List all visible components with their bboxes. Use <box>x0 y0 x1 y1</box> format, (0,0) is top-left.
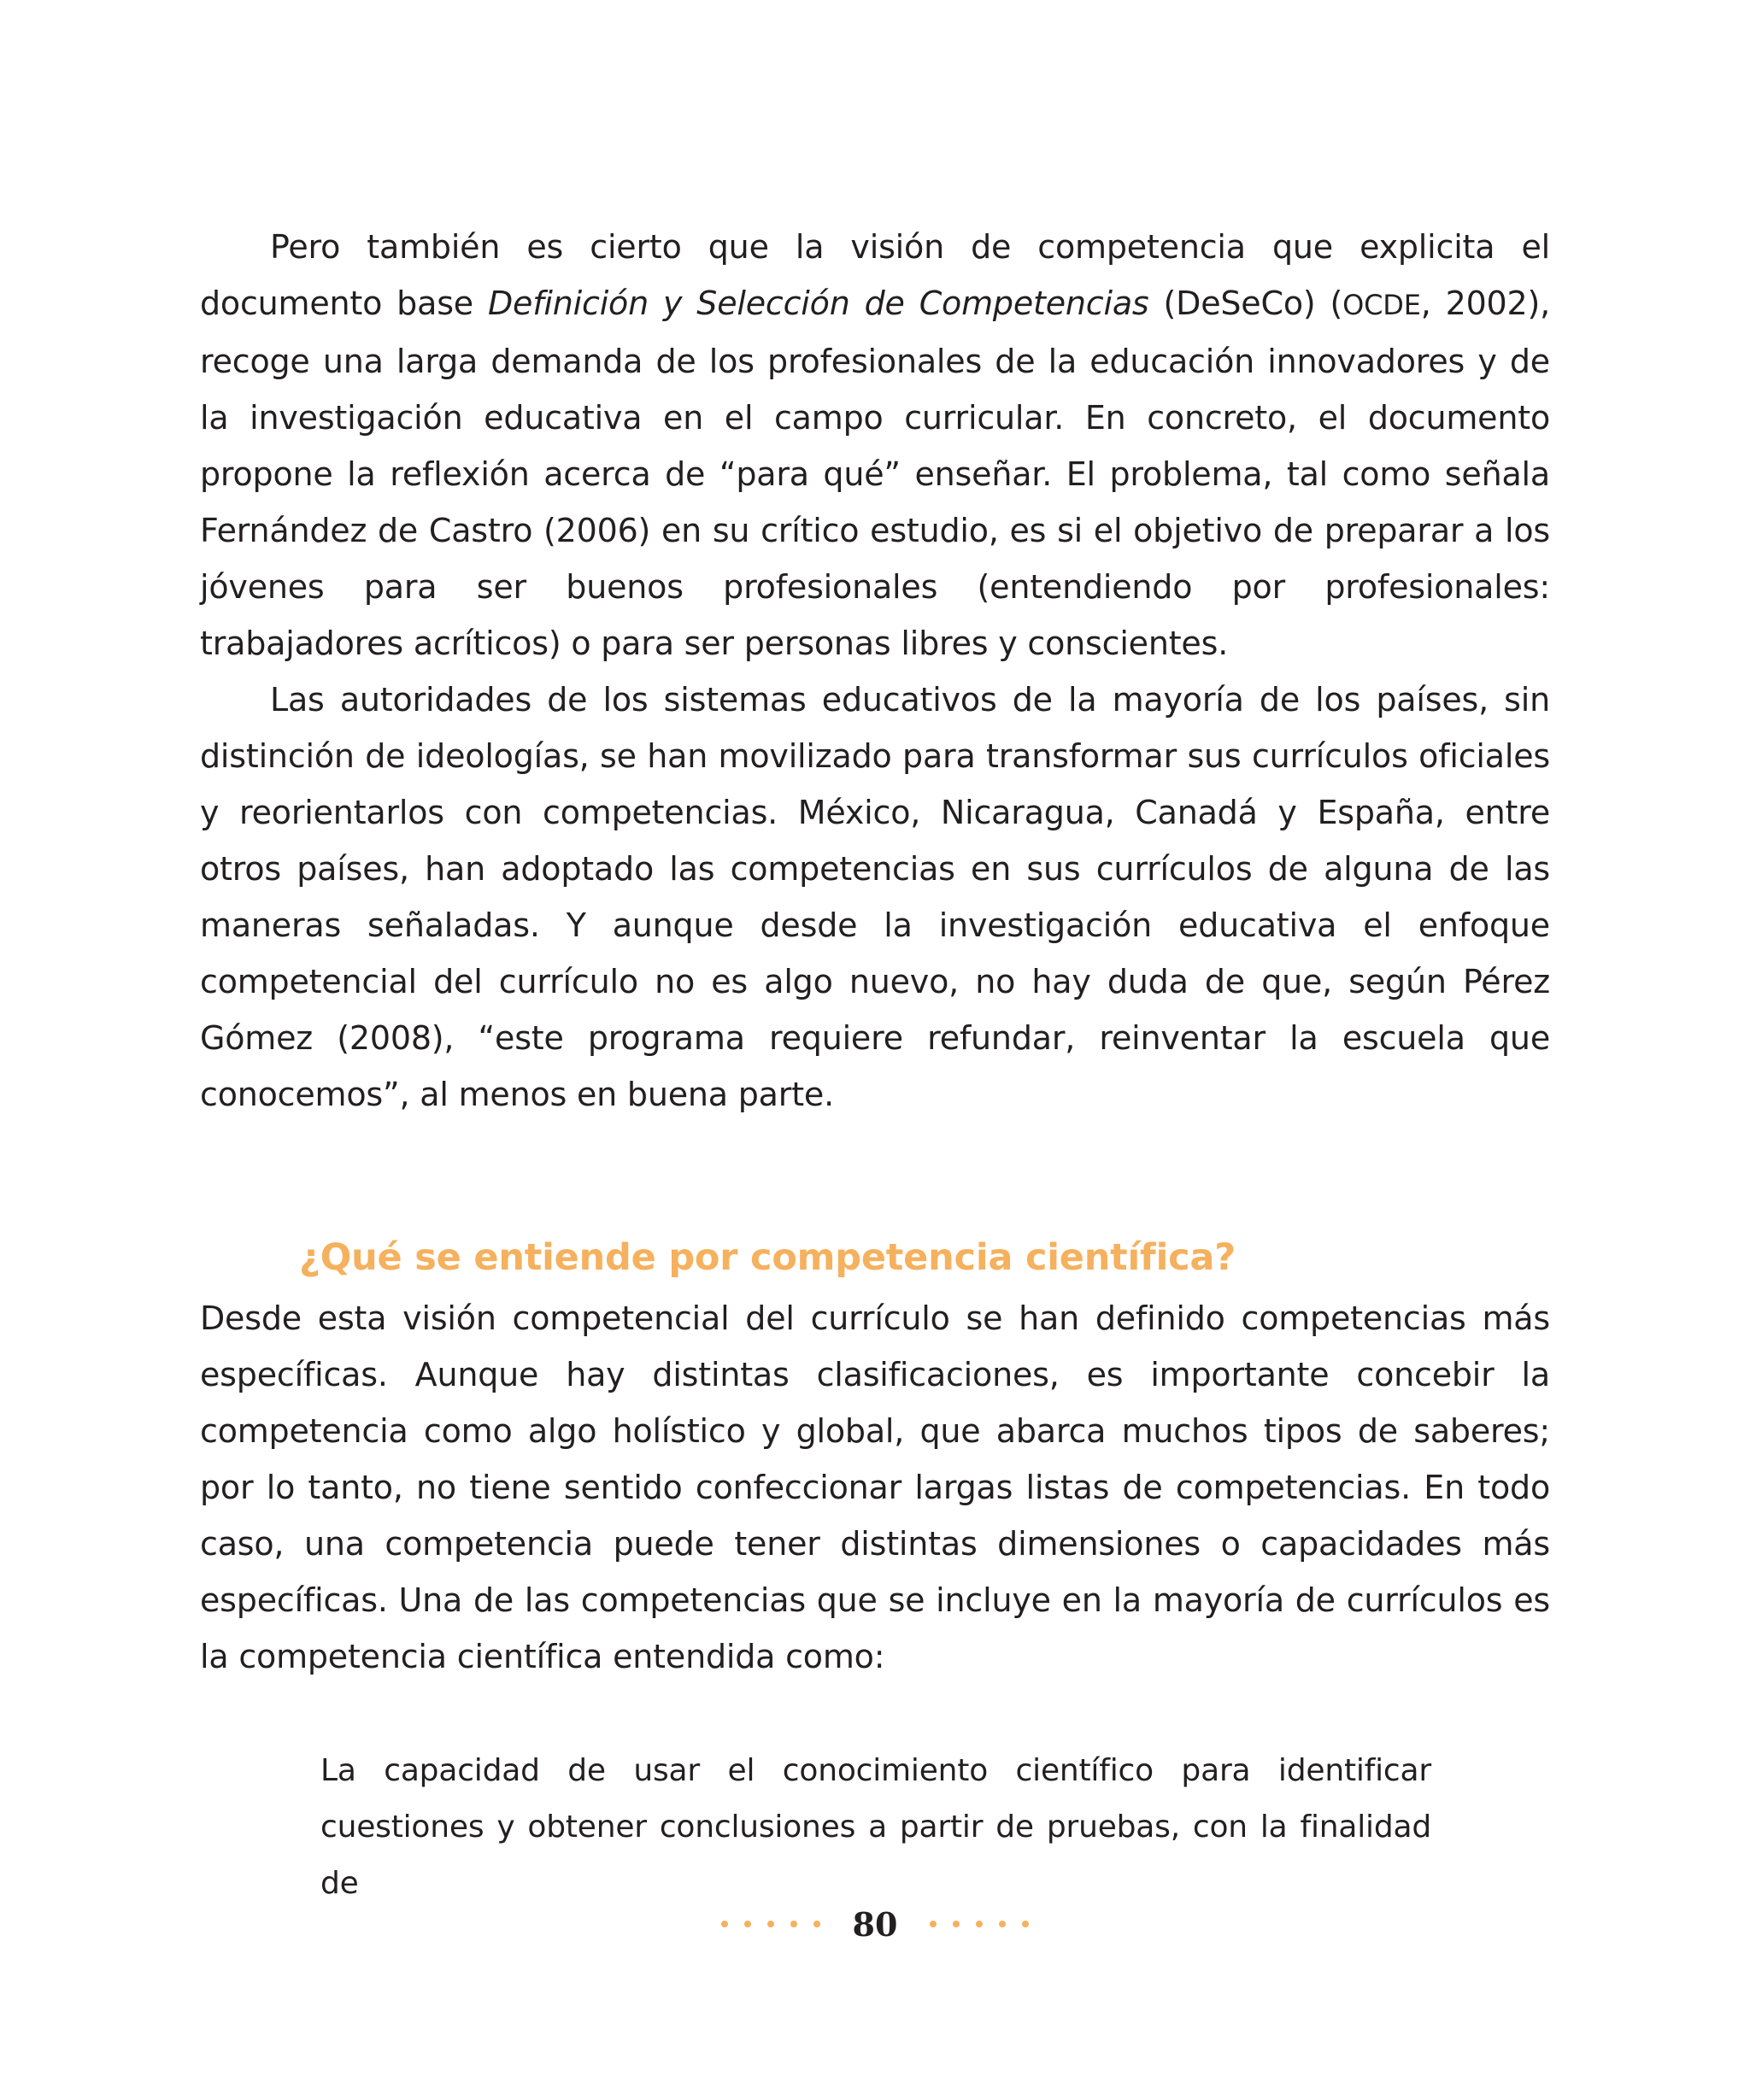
dot-icon <box>790 1921 797 1927</box>
dot-icon <box>976 1921 983 1927</box>
dot-icon <box>767 1921 774 1927</box>
paragraph-1-ocde: OCDE <box>1342 289 1421 321</box>
body-section-1 <box>200 219 1550 1123</box>
paragraph-3: Desde esta visión competencial del currículo se han definido competencias más específicas. Aunque hay distintas clasificaciones, es importante concebir la competencia como algo holístico y global, que abarca muchos tipos de saberes; por lo tanto, no tiene sentido confeccionar largas listas de competencias. En todo caso, una competencia puede tener distintas dimensiones o capacidades más específicas. Una de las competencias que se incluye en la mayoría de currículos es la competencia científica entendida como: <box>200 1299 1550 1675</box>
dot-icon <box>999 1921 1006 1927</box>
paragraph-1-title-italic: Definición y Selección de Competencias <box>487 284 1149 322</box>
dot-icon <box>930 1921 937 1927</box>
paragraph-1 <box>200 219 1550 672</box>
page-footer <box>0 1898 1750 1950</box>
footer-dots-right <box>930 1921 1029 1927</box>
section-heading: ¿Qué se entiende por competencia científica? <box>299 1236 1236 1279</box>
page-number: 80 <box>852 1904 898 1944</box>
block-quote <box>320 1743 1431 1912</box>
body-section-2 <box>200 1290 1550 1685</box>
paragraph-2: Las autoridades de los sistemas educativos de la mayoría de los países, sin distinción de ideologías, se han movilizado para transformar sus currículos oficiales y reorientarlos con competencias. México, Nicaragua, Canadá y España, entre otros países, han adoptado las competencias en sus currículos de alguna de las maneras señaladas. Y aunque desde la investigación educativa el enfoque competencial del currículo no es algo nuevo, no hay duda de que, según Pérez Gómez (2008), “este programa requiere refundar, reinventar la escuela que conocemos”, al menos en buena parte. <box>200 681 1550 1113</box>
dot-icon <box>744 1921 751 1927</box>
footer-dots-left <box>721 1921 820 1927</box>
dot-icon <box>813 1921 820 1927</box>
dot-icon <box>1022 1921 1029 1927</box>
paragraph-1-part-3: (DeSeCo) ( <box>1148 284 1343 322</box>
dot-icon <box>953 1921 960 1927</box>
dot-icon <box>721 1921 728 1927</box>
paragraph-1-part-5: , 2002), recoge una larga demanda de los profesionales de la educación innovadores y de la investigación educativa en el campo curricular. En concreto, el documento propone la reflexión acerca de “para qué” enseñar. El problema, tal como señala Fernández de Castro (2006) en su crítico estudio, es si el objetivo de preparar a los jóvenes para ser buenos profesionales (entendiendo por profesionales: trabajadores acríticos) o para ser personas libres y conscientes. <box>200 284 1551 662</box>
quote-text: La capacidad de usar el conocimiento científico para identificar cuestiones y obtener conclusiones a partir de pruebas, con la finalidad de <box>320 1753 1431 1901</box>
paragraph-1-part-1: Pero también es cierto que la visión de competencia que explicita el documento base <box>200 228 1550 322</box>
